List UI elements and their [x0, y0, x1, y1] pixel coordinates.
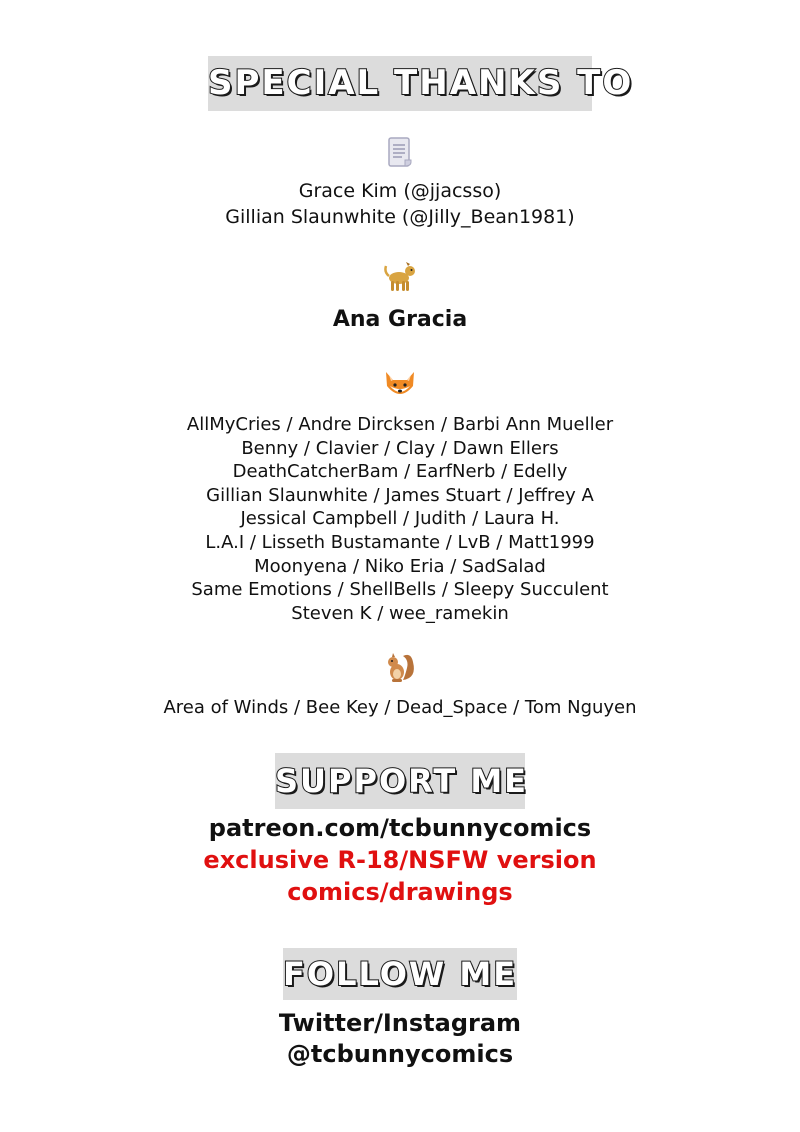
tier3-line: Moonyena / Niko Eria / SadSalad	[254, 555, 546, 577]
fox-icon	[383, 368, 417, 402]
scroll-icon	[383, 136, 417, 170]
follow-heading: FOLLOW ME	[283, 948, 517, 1000]
tier3-line: Steven K / wee_ramekin	[291, 602, 509, 624]
dog-icon	[383, 260, 417, 294]
tier1-names	[0, 178, 800, 230]
tier3-line: AllMyCries / Andre Dircksen / Barbi Ann Mueller	[186, 414, 614, 435]
tier2-names	[0, 305, 800, 335]
tier1-name-1: Grace Kim (@jjacsso)	[298, 180, 502, 202]
patreon-link[interactable]: patreon.com/tcbunnycomics	[208, 814, 592, 842]
squirrel-icon	[383, 650, 417, 684]
tier3-names	[0, 413, 800, 625]
follow-handle[interactable]: @tcbunnycomics	[286, 1040, 514, 1068]
support-heading: SUPPORT ME	[275, 753, 525, 809]
tier4-names	[0, 695, 800, 721]
tier3-line: L.A.I / Lisseth Bustamante / LvB / Matt1999	[205, 531, 595, 553]
special-thanks-heading: SPECIAL THANKS TO	[208, 56, 592, 111]
support-note-line-1: exclusive R-18/NSFW version	[203, 846, 597, 874]
follow-platforms: Twitter/Instagram	[278, 1009, 522, 1037]
tier3-line: DeathCatcherBam / EarfNerb / Edelly	[232, 461, 568, 483]
tier3-line: Gillian Slaunwhite / James Stuart / Jeffrey A	[206, 484, 594, 506]
tier3-line: Same Emotions / ShellBells / Sleepy Succulent	[191, 579, 609, 601]
tier1-name-2: Gillian Slaunwhite (@Jilly_Bean1981)	[225, 206, 575, 228]
tier3-line: Jessical Campbell / Judith / Laura H.	[240, 508, 560, 530]
support-note-line-2: comics/drawings	[287, 878, 513, 906]
tier4-line: Area of Winds / Bee Key / Dead_Space / Tom Nguyen	[163, 697, 637, 718]
tier3-line: Benny / Clavier / Clay / Dawn Ellers	[241, 437, 559, 459]
support-text	[0, 812, 800, 908]
tier2-name-1: Ana Gracia	[332, 307, 468, 332]
follow-text	[0, 1008, 800, 1070]
